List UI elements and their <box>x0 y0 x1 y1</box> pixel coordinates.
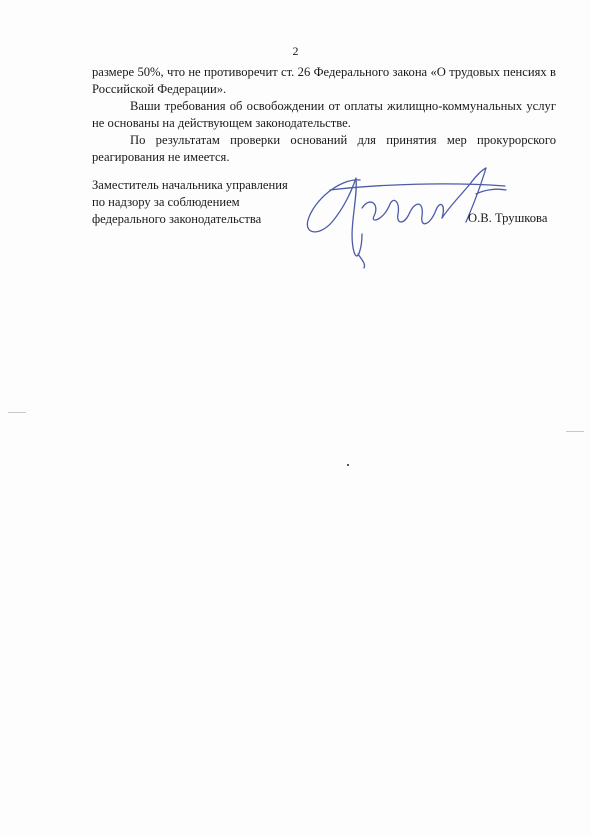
signatory-title-line: федерального законодательства <box>92 212 262 226</box>
paragraph-utility-payments: Ваши требования об освобождении от оплаты жилищно-коммунальных услуг не основаны на действующем законодательстве. <box>92 99 556 130</box>
signatory-title-line: Заместитель начальника управления <box>92 178 288 192</box>
letter-body <box>92 64 556 166</box>
signatory-title <box>92 177 288 228</box>
signatory-name: О.В. Трушкова <box>468 211 548 225</box>
paragraph-prosecutor-conclusion: По результатам проверки оснований для принятия мер прокурорского реагирования не имеется. <box>92 133 556 164</box>
scan-artifact <box>566 431 584 432</box>
page-number: 2 <box>292 44 299 58</box>
signatory-title-line: по надзору за соблюдением <box>92 195 240 209</box>
paragraph-pension-law: размере 50%, что не противоречит ст. 26 Федерального закона «О трудовых пенсиях в Российской Федерации». <box>92 65 556 96</box>
scan-artifact <box>8 412 26 413</box>
scan-artifact <box>347 464 349 466</box>
